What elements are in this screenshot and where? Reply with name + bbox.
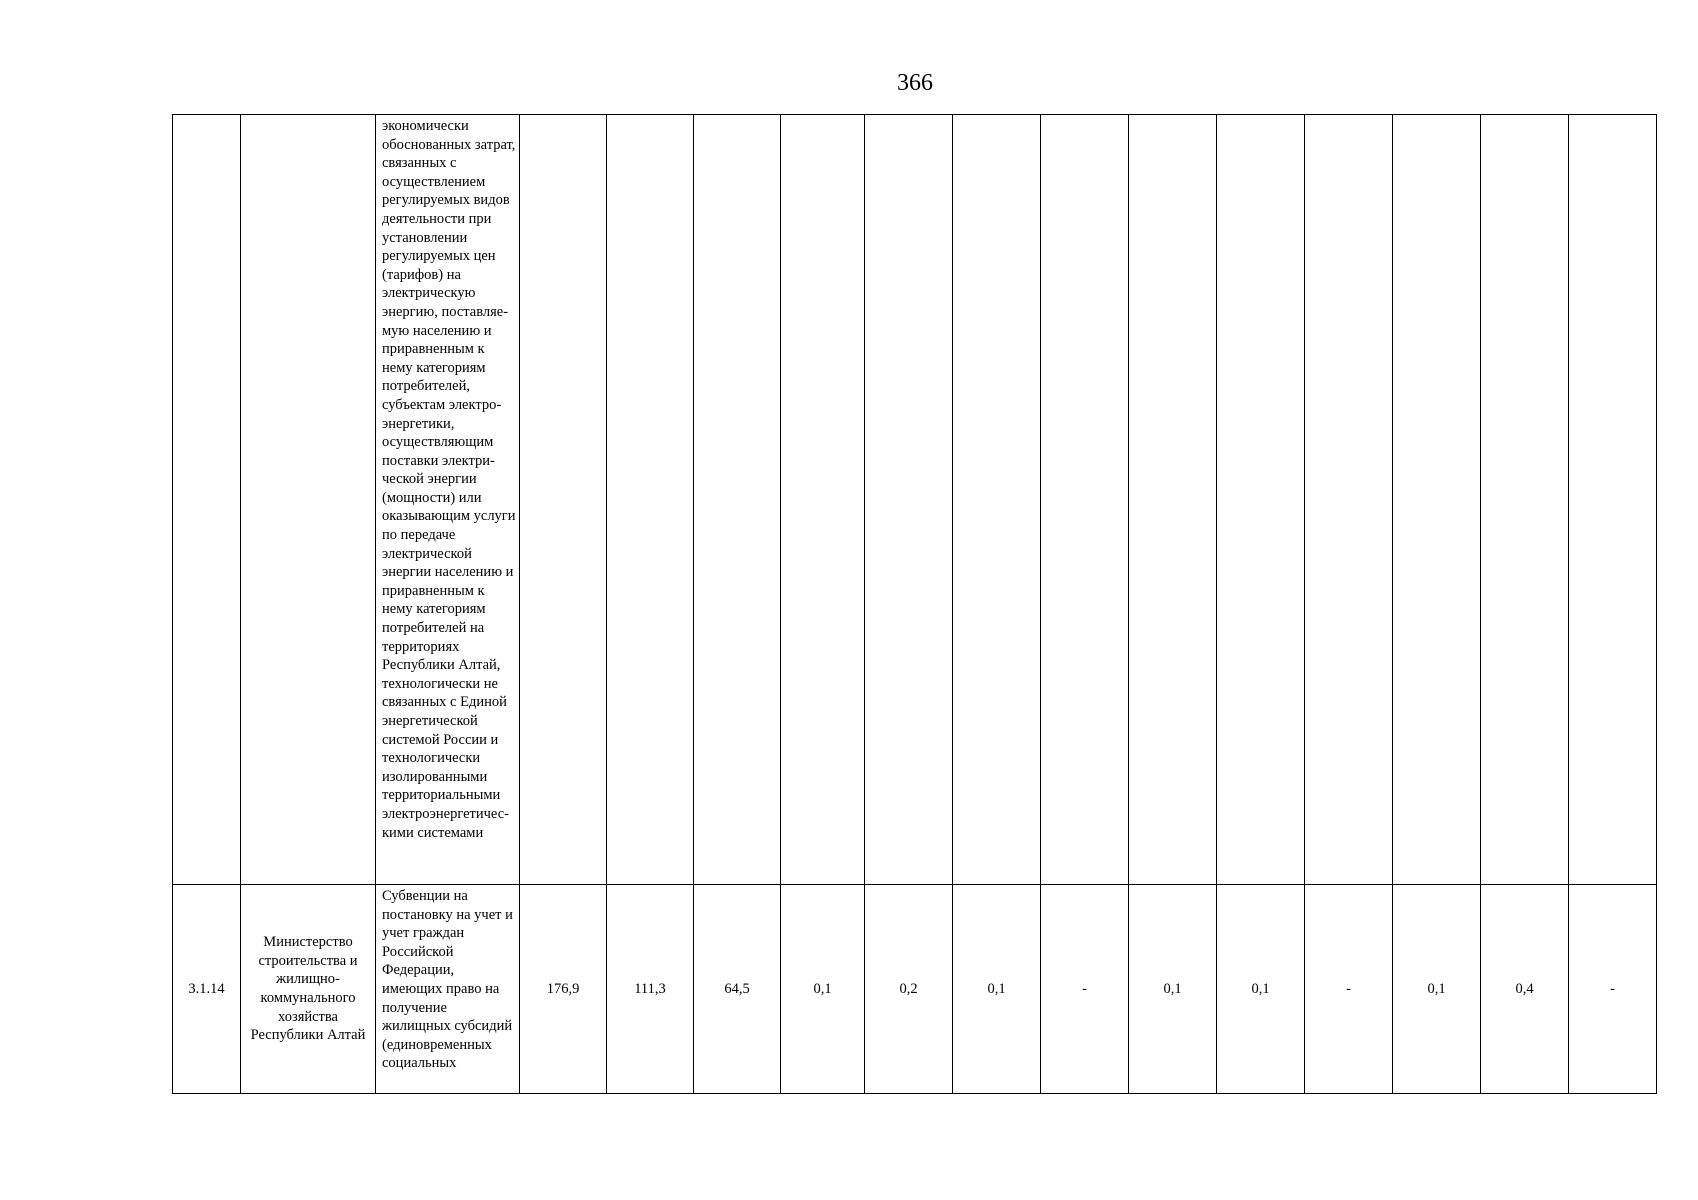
- value-cell: [694, 115, 781, 885]
- table-row: [173, 115, 1657, 885]
- value-cell: 0,1: [953, 885, 1041, 1094]
- row-organization: [241, 115, 376, 885]
- row-code: [173, 115, 241, 885]
- value-cell: [1305, 115, 1393, 885]
- value-cell: [865, 115, 953, 885]
- budget-table: [172, 114, 1657, 1094]
- value-cell: [1481, 115, 1569, 885]
- value-cell: 0,1: [1393, 885, 1481, 1094]
- value-cell: [607, 115, 694, 885]
- value-cell: -: [1041, 885, 1129, 1094]
- value-cell: -: [1305, 885, 1393, 1094]
- value-cell: 0,1: [1217, 885, 1305, 1094]
- value-cell: 0,1: [781, 885, 865, 1094]
- value-cell: [1393, 115, 1481, 885]
- value-cell: [1217, 115, 1305, 885]
- page-number: 366: [897, 70, 933, 96]
- value-cell: [1041, 115, 1129, 885]
- value-cell: [520, 115, 607, 885]
- value-cell: 0,1: [1129, 885, 1217, 1094]
- value-cell: 0,2: [865, 885, 953, 1094]
- value-cell: [1569, 115, 1657, 885]
- value-cell: [1129, 115, 1217, 885]
- organization-name: Министерство строительства и жилищно-коммунального хозяйства Республики Алтай: [250, 934, 366, 1044]
- row-description: Субвенции на постановку на учет и учет граждан Российской Федерации, имеющих право на получение жилищных субсидий (единовременных социальных: [376, 885, 520, 1094]
- value-cell: 0,4: [1481, 885, 1569, 1094]
- value-cell: 176,9: [520, 885, 607, 1094]
- value-cell: [781, 115, 865, 885]
- value-cell: [953, 115, 1041, 885]
- value-cell: -: [1569, 885, 1657, 1094]
- row-organization: [241, 885, 376, 1094]
- table-row: [173, 885, 1657, 1094]
- row-code: 3.1.14: [173, 885, 241, 1094]
- row-description: экономически обоснованных затрат, связанных с осуществлением регулируемых видов деятельности при установлении регулируемых цен (тарифов) на электрическую энергию, поставляе-мую населению и приравненным к нему категориям потребителей, субъектам электро-энергетики, осуществляющим поставки электри-ческой энергии (мощности) или оказывающим услуги по передаче электрической энергии населению и приравненным к нему категориям потребителей на территориях Республики Алтай, технологически не связанных с Единой энергетической системой России и технологически изолированными территориальными электроэнергетичес-кими системами: [376, 115, 520, 885]
- value-cell: 64,5: [694, 885, 781, 1094]
- value-cell: 111,3: [607, 885, 694, 1094]
